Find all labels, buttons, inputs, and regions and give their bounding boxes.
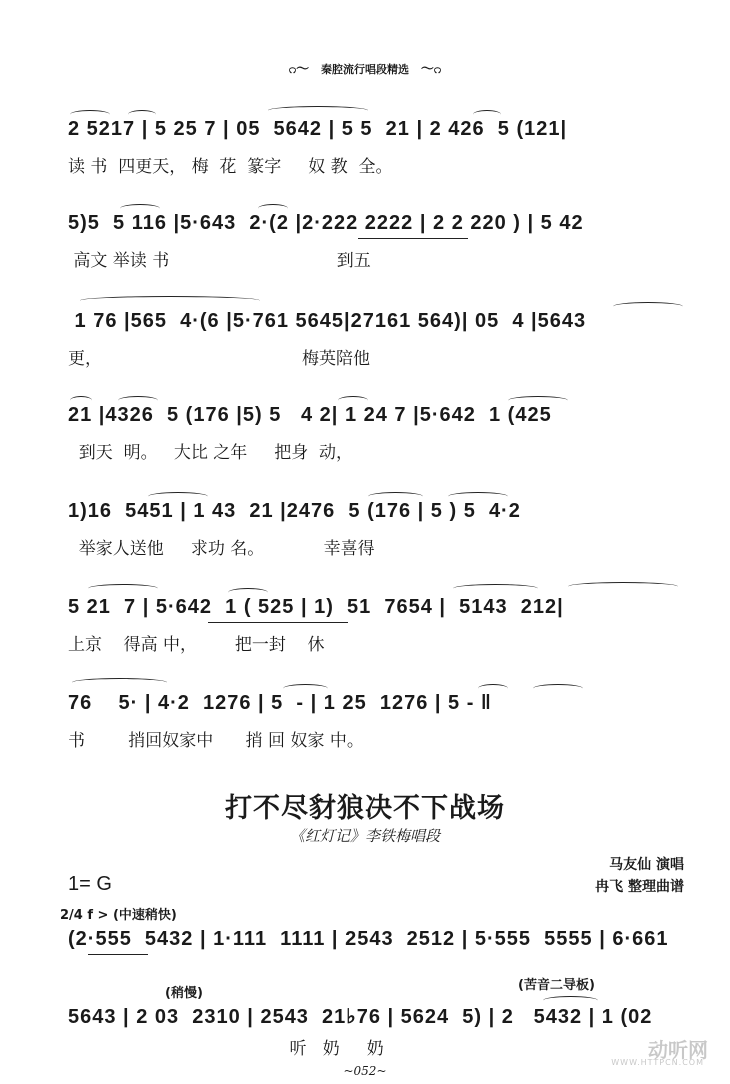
notes-line: 21 |4326 5 (176 |5) 5 4 2| 1 24 7 |5·642 1 (425 — [68, 404, 552, 426]
watermark-url: WWW.HTTPCN.COM — [611, 1058, 704, 1067]
notes-line: 2 5217 | 5 25 7 | 05 5642 | 5 5 21 | 2 426 5 (121| — [68, 118, 568, 140]
notes-line: 5)5 5 116 |5·643 2·(2 |2·222 2222 | 2 2 220 ) | 5 42 — [68, 212, 584, 234]
lyrics-line: 书 捎回奴家中 捎 回 奴家 中。 — [68, 731, 364, 751]
lyrics-line: 高文 举读 书 到五 — [68, 251, 371, 271]
book-title: 秦腔流行唱段精选 — [321, 63, 409, 76]
notes-line: 1 76 |565 4·(6 |5·761 5645|27161 564)| 05 4 |5643 — [68, 310, 587, 332]
song-title: 打不尽豺狼决不下战场 — [225, 793, 505, 824]
watermark-logo: 动听网 — [648, 1038, 708, 1062]
lyrics-line: 上京 得高 中， 把一封 休 — [68, 635, 325, 655]
tempo-marking: 2/4 f > (中速稍快) — [60, 908, 177, 923]
lyrics-line: 更， 梅英陪他 — [68, 349, 370, 369]
notes-line: 76 5· | 4·2 1276 | 5 - | 1 25 1276 | 5 - ‖ — [68, 692, 492, 714]
tempo-marking-mode: (苦音二导板) — [518, 978, 595, 993]
lyrics-line: 听 奶 奶 — [68, 1039, 384, 1059]
arranger-credit: 冉飞 整理曲谱 — [595, 879, 684, 895]
lyrics-line: 举家人送他 求功 名。 幸喜得 — [68, 539, 375, 559]
notes-line: 5 21 7 | 5·642 1 ( 525 | 1) 51 7654 | 5143 212| — [68, 596, 564, 618]
tempo-marking-slow: (稍慢) — [165, 986, 203, 1001]
lyrics-line: 到天 明。 大比 之年 把身 动， — [68, 443, 354, 463]
book-header — [0, 58, 730, 77]
lyrics-line: 读 书 四更天， 梅 花 篆字 奴 教 全。 — [68, 157, 393, 177]
key-signature: 1= G — [68, 873, 112, 895]
song-subtitle: 《红灯记》李铁梅唱段 — [289, 827, 440, 845]
page-number: ~052~ — [343, 1064, 387, 1078]
ornament-left-icon: ೧〜 — [288, 62, 310, 77]
ornament-right-icon: 〜೧ — [420, 62, 442, 77]
notes-line: 5643 | 2 03 2310 | 2543 21♭76 | 5624 5) | 2 5432 | 1 (02 — [68, 1006, 653, 1028]
notes-line: 1)16 5451 | 1 43 21 |2476 5 (176 | 5 ) 5 4·2 — [68, 500, 521, 522]
performer-credit: 马友仙 演唱 — [609, 857, 684, 873]
notes-line: (2·555 5432 | 1·111 1111 | 2543 2512 | 5·555 5555 | 6·661 — [68, 928, 669, 950]
